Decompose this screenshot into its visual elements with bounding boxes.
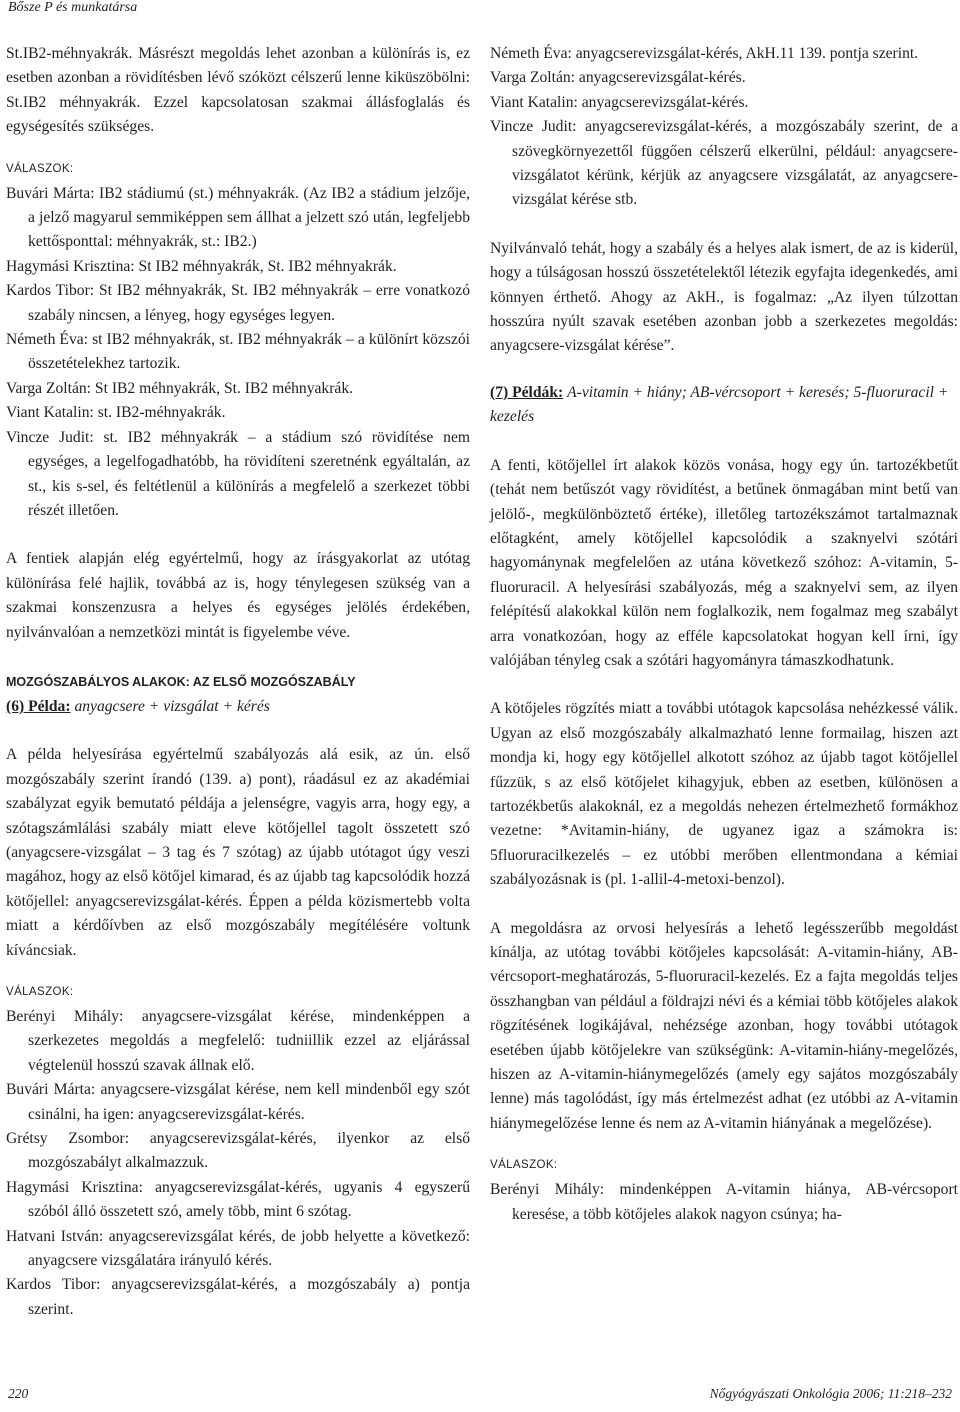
answer-item: Vincze Judit: anyagcserevizsgálat-kérés, a mozgószabály szerint, de a szövegkörnyezettől függően célszerű elkerülni, például: anyagcsere-vizsgálatot kérünk, kérjük az anyagcsere vizsgálatát, az anyagcsere-vizsgálat kérése stb. [490, 118, 958, 209]
page-number: 220 [8, 1386, 29, 1401]
answer-item: Berényi Mihály: mindenképpen A-vitamin hiánya, AB-vércsoport keresése, a több kötőjeles alakok nagyon csúnya; ha- [490, 1181, 958, 1223]
answer-item: Varga Zoltán: St IB2 méhnyakrák, St. IB2 méhnyakrák. [6, 379, 354, 397]
answer-item: Kardos Tibor: anyagcserevizsgálat-kérés, a mozgószabály a) pontja szerint. [6, 1276, 470, 1318]
answer-item: Grétsy Zsombor: anyagcserevizsgálat-kérés, ilyenkor az első mozgószabályt alkalmazzuk. [6, 1130, 470, 1172]
body-paragraph: A példa helyesírása egyértelmű szabályozás alá esik, az ún. első mozgószabály szerint írandó (139. a) pont), ráadásul ez az akadémiai szabályzat egyik bemutató példája a jelenségre, vagyis arra, hogy egy, a szótagszámlálási szabály miatt eleve kötőjellel tagolt összetett szó (anyagcsere-vizsgálat – 3 tag és 7 szótag) az újabb utótagot úgy veszi magához, hogy az első kötőjel kimarad, és az újabb tag kapcsolódik hozzá kötőjellel: anyagcserevizsgálat-kérés. Éppen a példa közismertebb volta miatt a kérdőívben az első mozgószabály megítélésére voltunk kíváncsiak. [6, 746, 470, 959]
intro-paragraph: St.IB2-méhnyakrák. Másrészt megoldás lehet azonban a különírás is, ez esetben azonban a rövidítésben lévő szóközt célszerű lenne kiküszöbölni: St.IB2 méhnyakrák. Ezzel kapcsolatosan szakmai állásfoglalás és egységesítés szükséges. [6, 45, 470, 136]
section-heading: MOZGÓSZABÁLYOS ALAKOK: AZ ELSŐ MOZGÓSZABÁLY [6, 674, 356, 689]
example-7 [490, 381, 958, 430]
body-paragraph: A fentiek alapján elég egyértelmű, hogy az írásgyakorlat az utótag különírása felé hajlik, továbbá az is, hogy ténylegesen szükség van a szakmai konszenzusra a helyes és egységes jelölés érdekében, nyilvánvalóan a nemzetközi mintát is figyelembe véve. [6, 550, 470, 641]
example-text: A-vitamin + hiány; AB-vércsoport + keresés; 5-fluoruracil + kezelés [490, 383, 949, 426]
example-tag: (7) Példák: [490, 383, 564, 401]
answer-item: Kardos Tibor: St IB2 méhnyakrák, St. IB2 méhnyakrák – erre vonatkozó szabály nincsen, a lényeg, hogy egységes legyen. [6, 282, 470, 324]
right-column [490, 42, 958, 1227]
answer-item: Buvári Márta: anyagcsere-vizsgálat kérése, nem kell mindenből egy szót csinálni, ha igen: anyagcserevizsgálat-kérés. [6, 1081, 470, 1123]
journal-citation: Nőgyógyászati Onkológia 2006; 11:218–232 [709, 1386, 952, 1401]
answer-item: Hagymási Krisztina: anyagcserevizsgálat-kérés, ugyanis 4 egyszerű szóból álló összetett szó, amely több, mint 6 szótag. [6, 1178, 470, 1221]
answer-item: Berényi Mihály: anyagcsere-vizsgálat kérése, mindenképpen a szerkezetes megoldás a megfelelő: tudniillik ezzel az eljárással végtelenül hosszú szavak állnak elő. [6, 1008, 470, 1074]
answer-item: Németh Éva: st IB2 méhnyakrák, st. IB2 méhnyakrák – a különírt közszói összetételekhez tartozik. [6, 331, 470, 373]
answers-label: VÁLASZOK: [6, 162, 74, 175]
example-text: anyagcsere + vizsgálat + kérés [74, 697, 270, 715]
body-paragraph: A megoldásra az orvosi helyesírás a lehető legésszerűbb megoldást kínálja, az utótag további kötőjeles kapcsolását: A-vitamin-hiány, AB-vércsoport-meghatározás, 5-fluoruracil-kezelés. Ez a fajta megoldás teljes összhangban van például a földrajzi névi és a kémiai több kötőjeles alakok rögzítésének logikájával, nehézsége azonban, hogy további utótagok esetében újabb kötőjelekre van szükségünk: A-vitamin-hiány-megelőzés, hiszen az A-vitamin-hiánymegelőzés (amely egy sajátos mozgószabály lenne) más tagolódást, így más értelmezést adhat (ez utóbbi az A-vitamin hiánymegelőzése lenne és nem az A-vitamin hiányának a megelőzése). [490, 919, 958, 1132]
answer-item: Hatvani István: anyagcserevizsgálat kérés, de jobb helyette a következő: anyagcsere vizsgálatára irányuló kérés. [6, 1227, 470, 1270]
body-paragraph: Nyilvánvaló tehát, hogy a szabály és a helyes alak ismert, de az is kiderül, hogy a túlságosan hosszú összetételektől létezik egyfajta idegenkedés, ami könnyen érthető. Ahogy az AkH., is fogalmaz: „Az ilyen túlzottan hosszúra nyúlt szavak esetében azonban jobb a szerkezetes megoldás: anyagcsere-vizsgálat kérése”. [490, 239, 958, 355]
body-paragraph: A kötőjeles rögzítés miatt a további utótagok kapcsolása nehézkessé válik. Ugyan az első mozgószabály alkalmazható lenne formailag, hiszen azt mondja ki, hogy egy kötőjellel alkotott szóhoz az újabb tagot kötőjellel fűzzük, s az első kötőjelet kihagyjuk, ebben az esetben, különösen a tartozékbetűs alakoknál, ez a megoldás nehezen értelmezhető formákhoz vezetne: *Avitamin-hiány, de ugyanez igaz a számokra is: 5fluoruracilkezelés – ez utóbbi merőben ellentmondana a kémiai szabályozásnak is (pl. 1-allil-4-metoxi-benzol). [490, 700, 958, 889]
example-6 [6, 695, 470, 719]
answer-item: Viant Katalin: anyagcserevizsgálat-kérés. [490, 93, 749, 111]
answers-label: VÁLASZOK: [490, 1159, 558, 1172]
example-tag: (6) Példa: [6, 697, 71, 715]
answer-item: Viant Katalin: st. IB2-méhnyakrák. [6, 404, 226, 422]
answers-label: VÁLASZOK: [6, 986, 74, 998]
answer-item: Buvári Márta: IB2 stádiumú (st.) méhnyakrák. (Az IB2 a stádium jelzője, a jelző magyarul semmiképpen sem állhat a jelzett szó után, legfeljebb kettősponttal: méhnyakrák, st.: IB2.) [6, 184, 470, 251]
answer-item: Németh Éva: anyagcserevizsgálat-kérés, AkH.11 139. pontja szerint. [490, 45, 919, 62]
running-head: Bősze P és munkatársa [8, 0, 138, 15]
answer-item: Varga Zoltán: anyagcserevizsgálat-kérés. [490, 69, 746, 87]
left-column [6, 42, 470, 1322]
body-paragraph: A fenti, kötőjellel írt alakok közös vonása, hogy egy ún. tartozékbetűt (tehát nem betűszót vagy rövidítést, a betűnek önmagában mint betű van jelölő-, megkülönböztető értéke), illetőleg tartozékszámot tartalmaznak előtagként, amely kötőjellel kapcsolódik a szaknyelvi szótári hagyománynak megfelelően az utána következő szóhoz: A-vitamin, 5-fluoruracil. A helyesírási szabályozás, még a szaknyelvi sem, az ilyen felépítésű alakokkal külön nem foglalkozik, nem fogalmaz meg szabályt arra vonatkozóan, hogy az efféle kapcsolatokat hogyan kell írni, így valójában tényleg csak a szótári hagyományra támaszkodhatunk. [490, 456, 958, 669]
answer-item: Vincze Judit: st. IB2 méhnyakrák – a stádium szó rövidítése nem egységes, a legelfogadhatóbb, ha rövidíteni szeretnénk egyáltalán, az st., kis s-sel, és feltétlenül a különírás a megfelelő a szerkezet többi részét illetően. [6, 428, 470, 519]
answer-item: Hagymási Krisztina: St IB2 méhnyakrák, St. IB2 méhnyakrák. [6, 257, 397, 275]
